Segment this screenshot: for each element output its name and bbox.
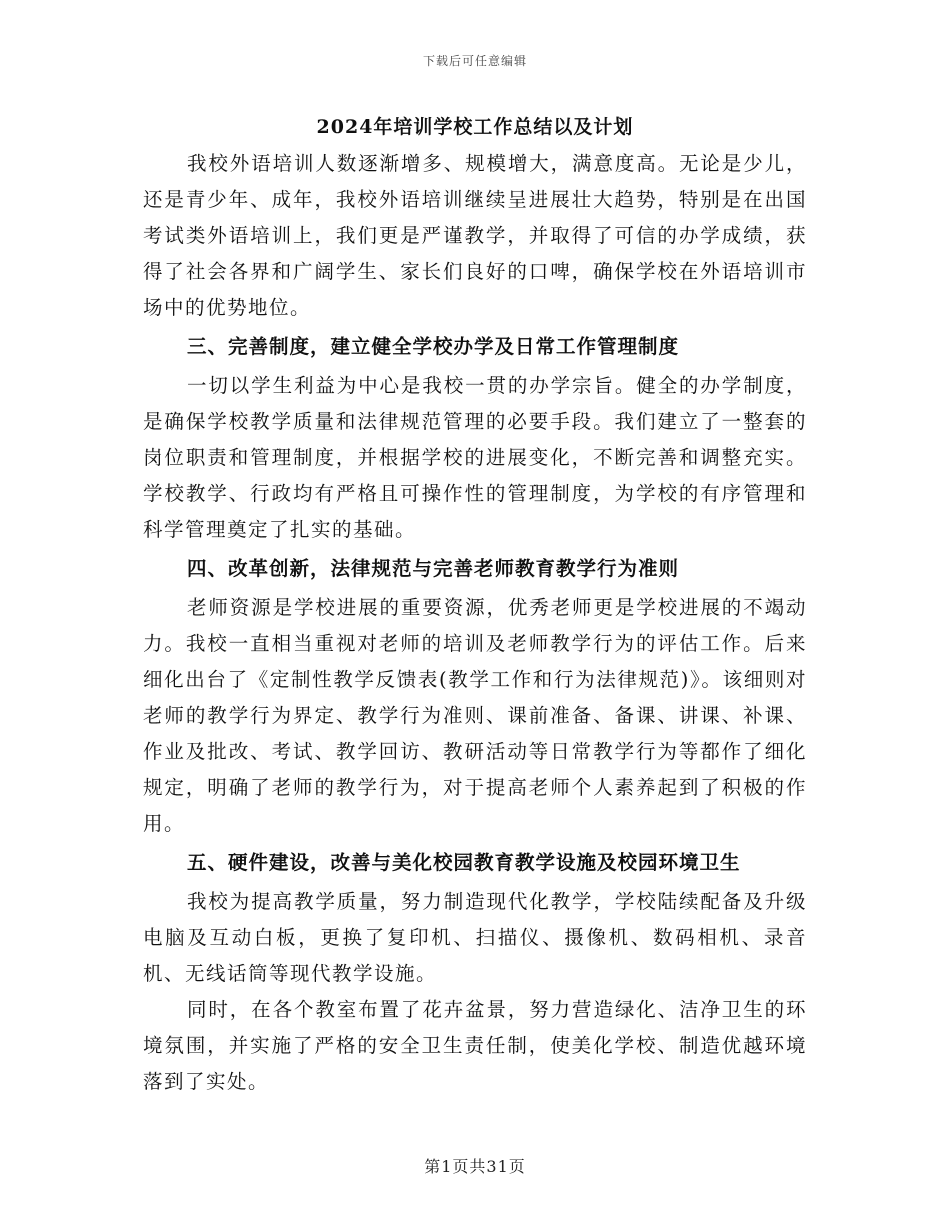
intro-paragraph: 我校外语培训人数逐渐增多、规模增大，满意度高。无论是少儿，还是青少年、成年，我校外语培训继续呈进展壮大趋势，特别是在出国考试类外语培训上，我们更是严谨教学，并取得了可信的办学成绩，获得了社会各界和广阔学生、家长们良好的口啤，确保学校在外语培训市场中的优势地位。 xyxy=(143,152,807,319)
section-5-paragraph-2: 同时，在各个教室布置了花卉盆景，努力营造绿化、洁净卫生的环境氛围，并实施了严格的安全卫生责任制，使美化学校、制造优越环境落到了实处。 xyxy=(143,998,807,1093)
document-body xyxy=(143,112,807,1100)
section-heading-4: 四、改革创新，法律规范与完善老师教育教学行为准则 xyxy=(187,557,680,580)
section-3-paragraph: 一切以学生利益为中心是我校一贯的办学宗旨。健全的办学制度，是确保学校教学质量和法律规范管理的必要手段。我们建立了一整套的岗位职责和管理制度，并根据学校的进展变化，不断完善和调整充实。学校教学、行政均有严格且可操作性的管理制度，为学校的有序管理和科学管理奠定了扎实的基础。 xyxy=(143,374,807,541)
page-number-indicator: 第1页共31页 xyxy=(424,1157,526,1176)
document-title: 2024年培训学校工作总结以及计划 xyxy=(316,116,634,138)
section-heading-3: 三、完善制度，建立健全学校办学及日常工作管理制度 xyxy=(187,335,680,358)
section-4-paragraph: 老师资源是学校进展的重要资源，优秀老师更是学校进展的不竭动力。我校一直相当重视对老师的培训及老师教学行为的评估工作。后来细化出台了《定制性教学反馈表(教学工作和行为法律规范)》。该细则对老师的教学行为界定、教学行为准则、课前准备、备课、讲课、补课、作业及批改、考试、教学回访、教研活动等日常教学行为等都作了细化规定，明确了老师的教学行为，对于提高老师个人素养起到了积极的作用。 xyxy=(143,596,807,835)
section-5-paragraph-1: 我校为提高教学质量，努力制造现代化教学，学校陆续配备及升级电脑及互动白板，更换了复印机、扫描仪、摄像机、数码相机、录音机、无线话筒等现代教学设施。 xyxy=(143,890,807,985)
page-header-note: 下载后可任意编辑 xyxy=(422,54,527,68)
section-heading-5: 五、硬件建设，改善与美化校园教育教学设施及校园环境卫生 xyxy=(187,851,741,874)
